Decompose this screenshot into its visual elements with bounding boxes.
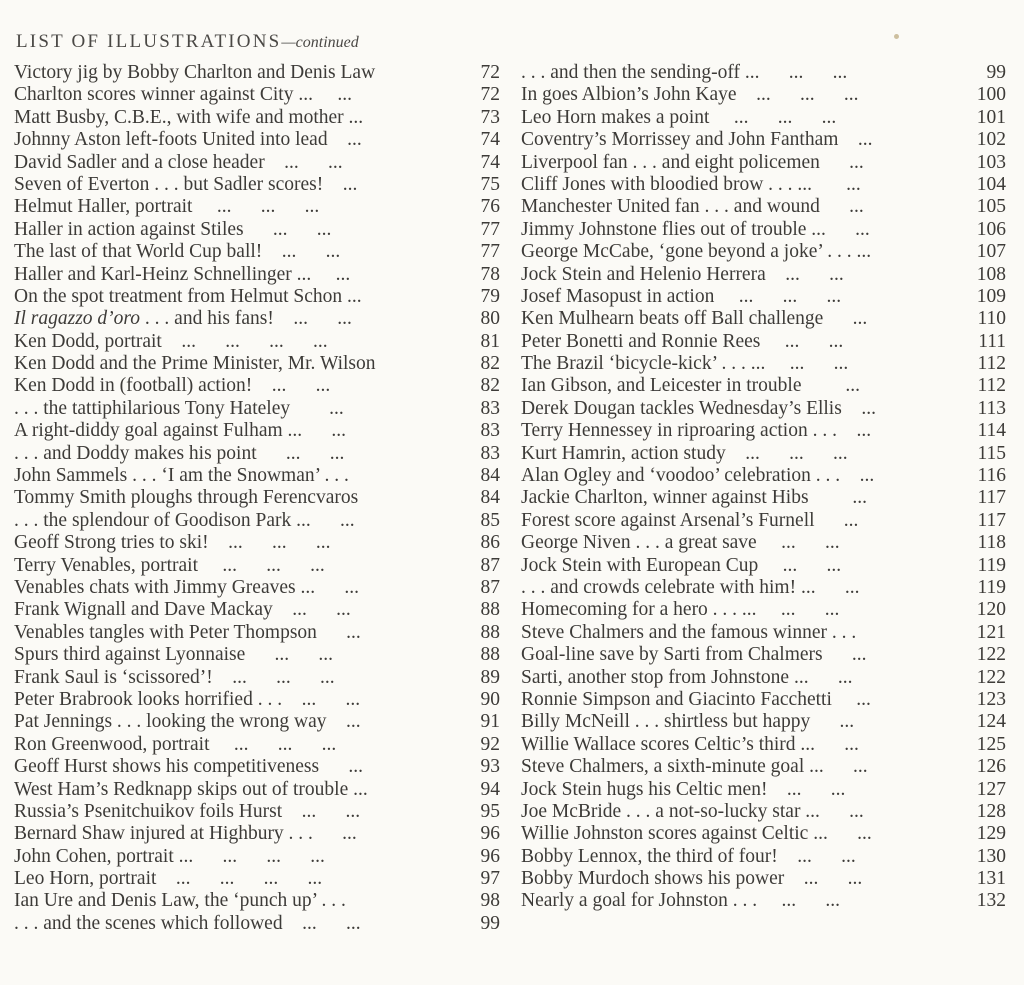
entry-page-number: 130: [976, 845, 1006, 867]
illustration-entry: [14, 644, 500, 666]
illustration-entry: [521, 667, 1006, 689]
entry-caption: Liverpool fan . . . and eight policemen ...: [521, 151, 864, 173]
illustration-entry: [14, 913, 500, 935]
entry-page-number: 110: [977, 308, 1006, 330]
entry-page-number: 74: [480, 129, 500, 151]
illustration-entry: [14, 801, 500, 823]
paper-speck: [894, 34, 899, 39]
illustration-entry: [521, 331, 1006, 353]
entry-page-number: 95: [480, 800, 500, 822]
entry-page-number: 72: [480, 84, 500, 106]
entry-caption: Venables tangles with Peter Thompson ...: [14, 621, 361, 643]
entry-page-number: 84: [480, 465, 500, 487]
entry-page-number: 76: [480, 196, 500, 218]
entry-caption: Jackie Charlton, winner against Hibs ...: [521, 487, 868, 509]
illustration-entry: [521, 577, 1006, 599]
entry-caption: Cliff Jones with bloodied brow . . . ... ...: [521, 173, 861, 195]
illustration-entry: [14, 353, 500, 375]
entry-page-number: 125: [976, 733, 1006, 755]
illustration-entry: [521, 174, 1006, 196]
illustration-entry: [521, 129, 1006, 151]
entry-caption: Jock Stein and Helenio Herrera ... ...: [521, 263, 844, 285]
illustration-entry: [521, 107, 1006, 129]
entry-page-number: 107: [976, 241, 1006, 263]
left-column: [14, 62, 500, 935]
entry-page-number: 98: [480, 890, 500, 912]
entry-caption: Spurs third against Lyonnaise ... ...: [14, 644, 334, 666]
entry-page-number: 123: [976, 688, 1006, 710]
entry-caption: Frank Wignall and Dave Mackay ... ...: [14, 599, 351, 621]
entry-page-number: 121: [976, 621, 1006, 643]
entry-page-number: 73: [480, 106, 500, 128]
illustration-entry: [521, 689, 1006, 711]
illustration-entry: [521, 308, 1006, 330]
entry-page-number: 126: [976, 756, 1006, 778]
illustration-entry: [14, 779, 500, 801]
illustration-entry: [14, 622, 500, 644]
entry-caption-italic: Il ragazzo d’oro: [14, 308, 141, 330]
entry-caption: Frank Saul is ‘scissored’! ... ... ...: [14, 666, 335, 688]
entry-caption: . . . and the scenes which followed ... ...: [14, 912, 361, 934]
entry-caption: Leo Horn makes a point ... ... ...: [521, 106, 837, 128]
entry-caption: Ian Gibson, and Leicester in trouble ...: [521, 375, 860, 397]
illustration-entry: [521, 465, 1006, 487]
illustration-entry: [14, 219, 500, 241]
illustration-entry: [14, 689, 500, 711]
entry-caption: Leo Horn, portrait ... ... ... ...: [14, 868, 323, 890]
entry-caption: Kurt Hamrin, action study ... ... ...: [521, 442, 848, 464]
entry-caption: Homecoming for a hero . . . ... ... ...: [521, 599, 840, 621]
entry-page-number: 108: [976, 263, 1006, 285]
entry-caption: Russia’s Psenitchuikov foils Hurst ... ...: [14, 800, 361, 822]
illustration-entry: [14, 308, 500, 330]
illustration-entry: [521, 532, 1006, 554]
entry-caption: Sarti, another stop from Johnstone ... ...: [521, 666, 853, 688]
illustration-entry: [14, 129, 500, 151]
illustration-entry: [521, 219, 1006, 241]
entry-caption: George Niven . . . a great save ... ...: [521, 532, 840, 554]
entry-page-number: 122: [976, 666, 1006, 688]
entry-caption: Tommy Smith ploughs through Ferencvaros: [14, 487, 359, 509]
entry-caption: The Brazil ‘bicycle-kick’ . . . ... ... ...: [521, 353, 849, 375]
entry-caption: Steve Chalmers, a sixth-minute goal ... ...: [521, 756, 868, 778]
entry-page-number: 103: [976, 151, 1006, 173]
illustration-entry: [14, 286, 500, 308]
entry-page-number: 101: [976, 106, 1006, 128]
entry-caption: Peter Bonetti and Ronnie Rees ... ...: [521, 330, 844, 352]
entry-page-number: 84: [480, 487, 500, 509]
illustration-entry: [521, 756, 1006, 778]
entry-caption: Goal-line save by Sarti from Chalmers ...: [521, 644, 867, 666]
entry-caption: . . . the splendour of Goodison Park ... ...: [14, 509, 355, 531]
illustration-entry: [521, 420, 1006, 442]
entry-page-number: 96: [480, 845, 500, 867]
illustration-entry: [14, 264, 500, 286]
illustration-entry: [521, 734, 1006, 756]
entry-caption: Ronnie Simpson and Giacinto Facchetti ...: [521, 688, 871, 710]
illustration-entry: [14, 241, 500, 263]
entry-page-number: 122: [976, 644, 1006, 666]
illustration-entry: [521, 555, 1006, 577]
entry-caption: Ian Ure and Denis Law, the ‘punch up’ . . .: [14, 890, 346, 912]
entry-page-number: 116: [977, 465, 1006, 487]
entry-caption: Terry Venables, portrait ... ... ...: [14, 554, 325, 576]
entry-page-number: 104: [976, 173, 1006, 195]
illustration-entry: [521, 286, 1006, 308]
illustration-entry: [521, 398, 1006, 420]
entry-page-number: 96: [480, 823, 500, 845]
illustration-entry: [14, 846, 500, 868]
entry-caption: . . . the tattiphilarious Tony Hateley ...: [14, 397, 344, 419]
illustration-entry: [14, 62, 500, 84]
illustration-entry: [14, 375, 500, 397]
entry-caption: Haller in action against Stiles ... ...: [14, 218, 332, 240]
illustration-entry: [14, 420, 500, 442]
entry-caption: Willie Johnston scores against Celtic ... ...: [521, 823, 872, 845]
entry-caption: A right-diddy goal against Fulham ... ...: [14, 420, 347, 442]
entry-page-number: 97: [480, 868, 500, 890]
entry-page-number: 88: [480, 599, 500, 621]
entry-caption: Pat Jennings . . . looking the wrong way ...: [14, 711, 361, 733]
entry-page-number: 111: [978, 330, 1006, 352]
entry-caption: West Ham’s Redknapp skips out of trouble ...: [14, 778, 368, 800]
page-heading: [16, 31, 359, 53]
entry-caption: George McCabe, ‘gone beyond a joke’ . . . ...: [521, 241, 872, 263]
entry-caption: Charlton scores winner against City ... ...: [14, 84, 352, 106]
entry-page-number: 106: [976, 218, 1006, 240]
entry-caption: Ron Greenwood, portrait ... ... ...: [14, 733, 337, 755]
entry-page-number: 105: [976, 196, 1006, 218]
illustration-entry: [14, 734, 500, 756]
entry-page-number: 117: [977, 487, 1006, 509]
illustration-entry: [14, 465, 500, 487]
illustration-entry: [14, 890, 500, 912]
entry-caption: John Cohen, portrait ... ... ... ...: [14, 845, 325, 867]
illustration-entry: [14, 487, 500, 509]
entry-page-number: 74: [480, 151, 500, 173]
entry-caption: Coventry’s Morrissey and John Fantham ...: [521, 129, 873, 151]
entry-page-number: 90: [480, 688, 500, 710]
entry-caption: Bobby Murdoch shows his power ... ...: [521, 868, 863, 890]
entry-caption: Jock Stein hugs his Celtic men! ... ...: [521, 778, 846, 800]
illustration-entry: [14, 84, 500, 106]
illustration-entry: [521, 152, 1006, 174]
entry-page-number: 120: [976, 599, 1006, 621]
entry-page-number: 114: [977, 420, 1006, 442]
entry-page-number: 132: [976, 890, 1006, 912]
illustration-entry: [521, 890, 1006, 912]
right-column: [521, 62, 1006, 913]
entry-caption: Bobby Lennox, the third of four! ... ...: [521, 845, 856, 867]
illustration-entry: [521, 823, 1006, 845]
illustration-entry: [521, 846, 1006, 868]
entry-page-number: 113: [977, 397, 1006, 419]
illustration-entry: [521, 510, 1006, 532]
entry-page-number: 99: [480, 912, 500, 934]
illustration-entry: [14, 667, 500, 689]
entry-page-number: 115: [977, 442, 1006, 464]
entry-caption: The last of that World Cup ball! ... ...: [14, 241, 341, 263]
entry-page-number: 77: [480, 218, 500, 240]
illustration-entry: [14, 577, 500, 599]
illustration-entry: [14, 196, 500, 218]
entry-page-number: 119: [977, 576, 1006, 598]
illustration-entry: [521, 241, 1006, 263]
illustration-entry: [521, 644, 1006, 666]
illustration-entry: [14, 532, 500, 554]
entry-page-number: 118: [977, 532, 1006, 554]
entry-page-number: 88: [480, 621, 500, 643]
heading-title: LIST OF ILLUSTRATIONS: [16, 31, 282, 52]
entry-page-number: 83: [480, 420, 500, 442]
illustration-entry: [521, 264, 1006, 286]
illustration-entry: [521, 801, 1006, 823]
illustration-entry: [14, 823, 500, 845]
entry-caption: Jimmy Johnstone flies out of trouble ... ...: [521, 218, 870, 240]
entry-caption: Matt Busby, C.B.E., with wife and mother ...: [14, 106, 364, 128]
entry-page-number: 112: [977, 375, 1006, 397]
entry-caption: Ken Dodd in (football) action! ... ...: [14, 375, 331, 397]
entry-caption: Joe McBride . . . a not-so-lucky star ... ...: [521, 800, 864, 822]
entry-page-number: 87: [480, 576, 500, 598]
entry-page-number: 83: [480, 442, 500, 464]
entry-page-number: 86: [480, 532, 500, 554]
entry-page-number: 80: [480, 308, 500, 330]
entry-page-number: 119: [977, 554, 1006, 576]
entry-page-number: 99: [986, 62, 1006, 83]
entry-caption: Geoff Strong tries to ski! ... ... ...: [14, 532, 331, 554]
illustration-entry: [521, 779, 1006, 801]
entry-page-number: 128: [976, 800, 1006, 822]
entry-caption: Ken Mulhearn beats off Ball challenge ...: [521, 308, 868, 330]
illustration-entry: [521, 196, 1006, 218]
entry-page-number: 75: [480, 173, 500, 195]
entry-caption: Billy McNeill . . . shirtless but happy ...: [521, 711, 855, 733]
entry-caption: In goes Albion’s John Kaye ... ... ...: [521, 84, 859, 106]
illustration-entry: [14, 398, 500, 420]
entry-caption: Bernard Shaw injured at Highbury . . . ...: [14, 823, 357, 845]
entry-page-number: 92: [480, 733, 500, 755]
entry-caption: Derek Dougan tackles Wednesday’s Ellis ...: [521, 397, 876, 419]
entry-caption: Helmut Haller, portrait ... ... ...: [14, 196, 320, 218]
entry-page-number: 91: [480, 711, 500, 733]
entry-caption: Johnny Aston left-foots United into lead ...: [14, 129, 362, 151]
heading-suffix: —continued: [281, 34, 359, 51]
entry-caption: On the spot treatment from Helmut Schon ...: [14, 285, 362, 307]
illustration-entry: [14, 152, 500, 174]
entry-caption: Willie Wallace scores Celtic’s third ... ...: [521, 733, 859, 755]
entry-page-number: 109: [976, 285, 1006, 307]
entry-page-number: 82: [480, 375, 500, 397]
entry-caption: Manchester United fan . . . and wound ...: [521, 196, 864, 218]
entry-caption: Haller and Karl-Heinz Schnellinger ... ...: [14, 263, 351, 285]
entry-page-number: 127: [976, 778, 1006, 800]
entry-page-number: 77: [480, 241, 500, 263]
illustration-entry: [14, 555, 500, 577]
entry-page-number: 117: [977, 509, 1006, 531]
entry-page-number: 100: [976, 84, 1006, 106]
illustration-entry: [521, 711, 1006, 733]
entry-page-number: 102: [976, 129, 1006, 151]
entry-page-number: 112: [977, 353, 1006, 375]
illustration-entry: [14, 107, 500, 129]
entry-page-number: 83: [480, 397, 500, 419]
entry-page-number: 78: [480, 263, 500, 285]
entry-caption: Josef Masopust in action ... ... ...: [521, 285, 842, 307]
entry-caption: Terry Hennessey in riproaring action . . . ...: [521, 420, 872, 442]
entry-page-number: 79: [480, 285, 500, 307]
illustration-entry: [521, 443, 1006, 465]
entry-page-number: 129: [976, 823, 1006, 845]
illustration-entry: [521, 84, 1006, 106]
illustration-entry: [14, 599, 500, 621]
illustration-entry: [14, 711, 500, 733]
entry-caption: . . . and Doddy makes his point ... ...: [14, 442, 345, 464]
illustration-entry: [521, 868, 1006, 890]
entry-caption: Alan Ogley and ‘voodoo’ celebration . . . ...: [521, 465, 875, 487]
entry-caption: David Sadler and a close header ... ...: [14, 151, 343, 173]
entry-page-number: 88: [480, 644, 500, 666]
illustration-entry: [14, 443, 500, 465]
entry-caption: Victory jig by Bobby Charlton and Denis Law: [14, 62, 376, 83]
illustration-entry: [521, 622, 1006, 644]
illustration-entry: [521, 353, 1006, 375]
entry-page-number: 93: [480, 756, 500, 778]
illustration-entry: [521, 599, 1006, 621]
illustration-entry: [14, 510, 500, 532]
entry-page-number: 85: [480, 509, 500, 531]
entry-caption: Seven of Everton . . . but Sadler scores! ...: [14, 173, 358, 195]
entry-caption: Jock Stein with European Cup ... ...: [521, 554, 842, 576]
entry-page-number: 82: [480, 353, 500, 375]
entry-caption-text: . . . and his fans! ... ...: [140, 308, 352, 330]
entry-caption: Ken Dodd and the Prime Minister, Mr. Wilson: [14, 353, 376, 375]
entry-page-number: 87: [480, 554, 500, 576]
entry-page-number: 89: [480, 666, 500, 688]
entry-page-number: 81: [480, 330, 500, 352]
illustration-entry: [14, 868, 500, 890]
entry-caption: Peter Brabrook looks horrified . . . ... ...: [14, 688, 361, 710]
entry-page-number: 131: [976, 868, 1006, 890]
entry-caption: Nearly a goal for Johnston . . . ... ...: [521, 890, 840, 912]
entry-caption: Ken Dodd, portrait ... ... ... ...: [14, 330, 328, 352]
entry-caption: . . . and crowds celebrate with him! ... ...: [521, 576, 860, 598]
entry-caption: John Sammels . . . ‘I am the Snowman’ . . .: [14, 465, 349, 487]
illustration-entry: [14, 331, 500, 353]
illustration-entry: [521, 487, 1006, 509]
entry-caption: Steve Chalmers and the famous winner . . .: [521, 621, 857, 643]
entry-page-number: 94: [480, 778, 500, 800]
illustration-entry: [521, 375, 1006, 397]
entry-caption: . . . and then the sending-off ... ... ...: [521, 62, 848, 83]
entry-caption: Forest score against Arsenal’s Furnell ...: [521, 509, 859, 531]
illustration-entry: [14, 756, 500, 778]
entry-page-number: 72: [480, 62, 500, 83]
entry-page-number: 124: [976, 711, 1006, 733]
entry-caption: Venables chats with Jimmy Greaves ... ...: [14, 576, 359, 598]
entry-caption: [14, 308, 352, 330]
illustration-entry: [14, 174, 500, 196]
entry-caption: Geoff Hurst shows his competitiveness ...: [14, 756, 363, 778]
illustration-entry: [521, 62, 1006, 84]
